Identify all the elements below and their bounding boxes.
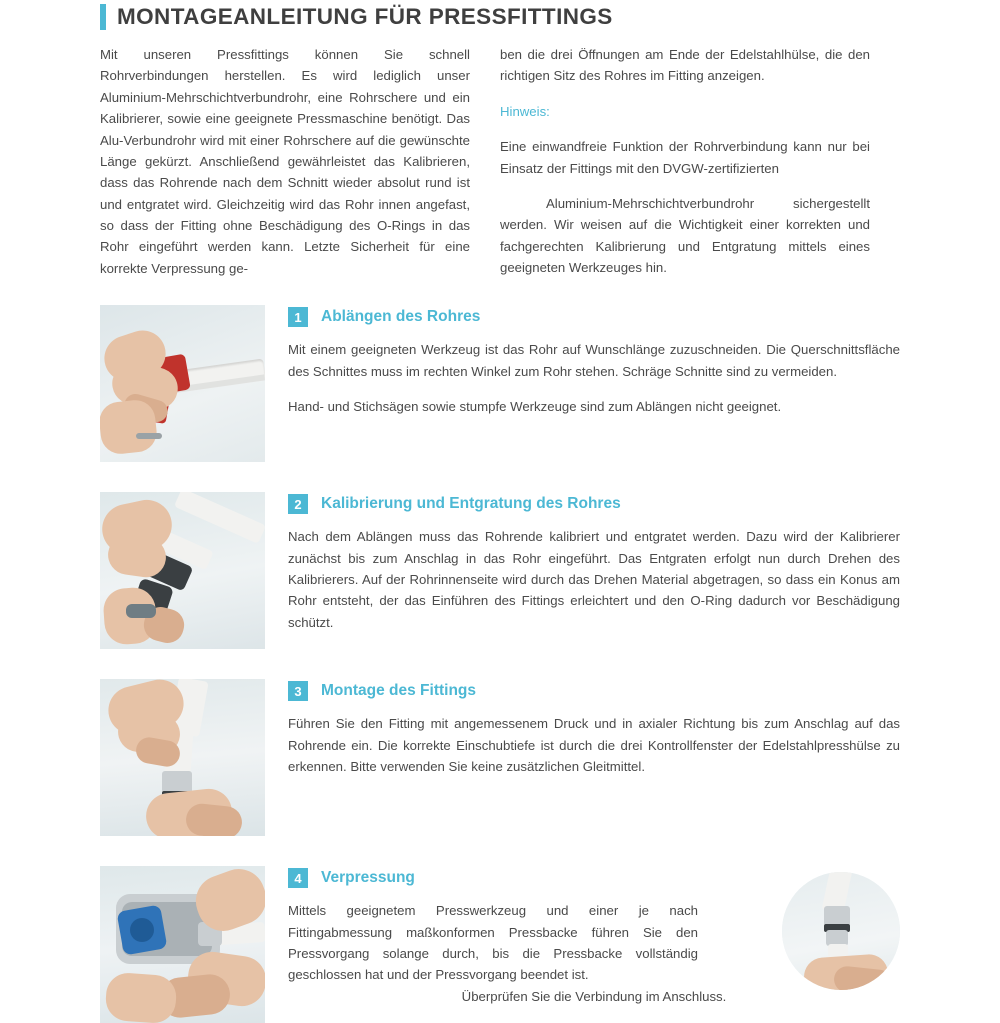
- step-item: [100, 679, 900, 836]
- step-body: [288, 679, 900, 777]
- step-item: [100, 492, 900, 649]
- step-paragraph: Führen Sie den Fitting mit angemessenem Druck und in axialer Richtung bis zum Anschlag auf das Rohrende ein. Die korrekte Einschubtiefe ist durch die drei Kontrollfenster der Edelstahlpresshülse zu erkennen. Bitte verwenden Sie keine zusätzlichen Gleitmittel.: [288, 716, 900, 774]
- step-header: [288, 494, 900, 514]
- step-number-badge: 1: [288, 307, 308, 327]
- intro-column-left: [100, 44, 470, 293]
- title-text: MONTAGEANLEITUNG FÜR PRESSFITTINGS: [117, 4, 613, 29]
- step-item: [100, 305, 900, 462]
- photo-pressing-tool: [100, 866, 265, 1023]
- step-header: [288, 307, 900, 327]
- steps-section: [100, 305, 900, 1023]
- intro-left-paragraph: Mit unseren Pressfittings können Sie schnell Rohrverbindungen herstellen. Es wird lediglich unser Aluminium-Mehrschichtverbundrohr, eine Rohrschere und ein Kalibrierer, sowie eine geeignete Pressmaschine benötigt. Das Alu-Verbundrohr wird mit einer Rohrschere auf die gewünschte Länge gekürzt. Anschließend gewährleistet das Kalibrieren, dass das Rohrende nach dem Schnitt wieder absolut rund ist und entgratet wird. Gleichzeitig wird das Rohr innen angefast, so dass der Fitting ohne Beschädigung des O-Rings in das Rohr eingeführt werden kann. Letzte Sicherheit für eine korrekte Verpressung ge-: [100, 47, 470, 276]
- photo-calibrator: [100, 492, 265, 649]
- step-closing-note: Überprüfen Sie die Verbindung im Anschluss.: [461, 988, 727, 1004]
- step-title: Ablängen des Rohres: [321, 308, 481, 326]
- intro-right-paragraph: ben die drei Öffnungen am Ende der Edelstahlhülse, die den richtigen Sitz des Rohres im Fitting anzeigen.: [500, 47, 870, 84]
- title-accent-bar: [100, 4, 106, 30]
- step-number-badge: 4: [288, 868, 308, 888]
- step-4-text-block: [288, 900, 698, 986]
- note-line-1: Eine einwandfreie Funktion der Rohrverbindung kann nur bei Einsatz der Fittings mit den DVGW-zertifizierten: [500, 139, 870, 176]
- step-title: Montage des Fittings: [321, 682, 476, 700]
- photo-fitting-assembly: [100, 679, 265, 836]
- step-paragraph: Mittels geeignetem Presswerkzeug und einer je nach Fittingabmessung maßkonformen Pressbacke führen Sie den Pressvorgang solange durch, bis die Pressbacke vollständig geschlossen hat und der Pressvorgang beendet ist.: [288, 903, 698, 983]
- step-title: Verpressung: [321, 869, 415, 887]
- photo-pipe-cutter: [100, 305, 265, 462]
- intro-section: [100, 44, 900, 293]
- step-number-badge: 3: [288, 681, 308, 701]
- photo-finished-connection: [782, 872, 900, 990]
- intro-column-right: [500, 44, 870, 293]
- note-line-2-text: Aluminium-Mehrschichtverbundrohr sichergestellt werden. Wir weisen auf die Wichtigkeit einer korrekten und fachgerechten Kalibrierung und Entgratung mittels eines geeigneten Werkzeuges hin.: [500, 195, 870, 275]
- step-title: Kalibrierung und Entgratung des Rohres: [321, 495, 621, 513]
- note-line-2: [500, 193, 870, 279]
- page-title: [100, 0, 900, 30]
- step-body: [288, 492, 900, 633]
- step-number-badge: 2: [288, 494, 308, 514]
- step-body: [288, 305, 900, 417]
- step-paragraph: Mit einem geeigneten Werkzeug ist das Rohr auf Wunschlänge zuzuschneiden. Die Querschnittsfläche des Schnittes muss im rechten Winkel zum Rohr stehen. Schräge Schnitte sind zu vermeiden.: [288, 342, 900, 379]
- step-body: [288, 866, 900, 1007]
- step-header: [288, 681, 900, 701]
- step-paragraph: Nach dem Ablängen muss das Rohrende kalibriert und entgratet werden. Dazu wird der Kalibrierer zunächst bis zum Anschlag in das Rohr eingeführt. Das Entgraten erfolgt nun durch Drehen des Kalibrierers. Auf der Rohrinnenseite wird durch das Drehen Material abgetragen, so dass ein Konus am Rohr entsteht, der das Einführen des Fittings erleichtert und den O-Ring dadurch vor Beschädigung schützt.: [288, 529, 900, 630]
- step-item: [100, 866, 900, 1023]
- step-paragraph: Hand- und Stichsägen sowie stumpfe Werkzeuge sind zum Ablängen nicht geeignet.: [288, 398, 782, 414]
- note-label: Hinweis:: [500, 103, 550, 119]
